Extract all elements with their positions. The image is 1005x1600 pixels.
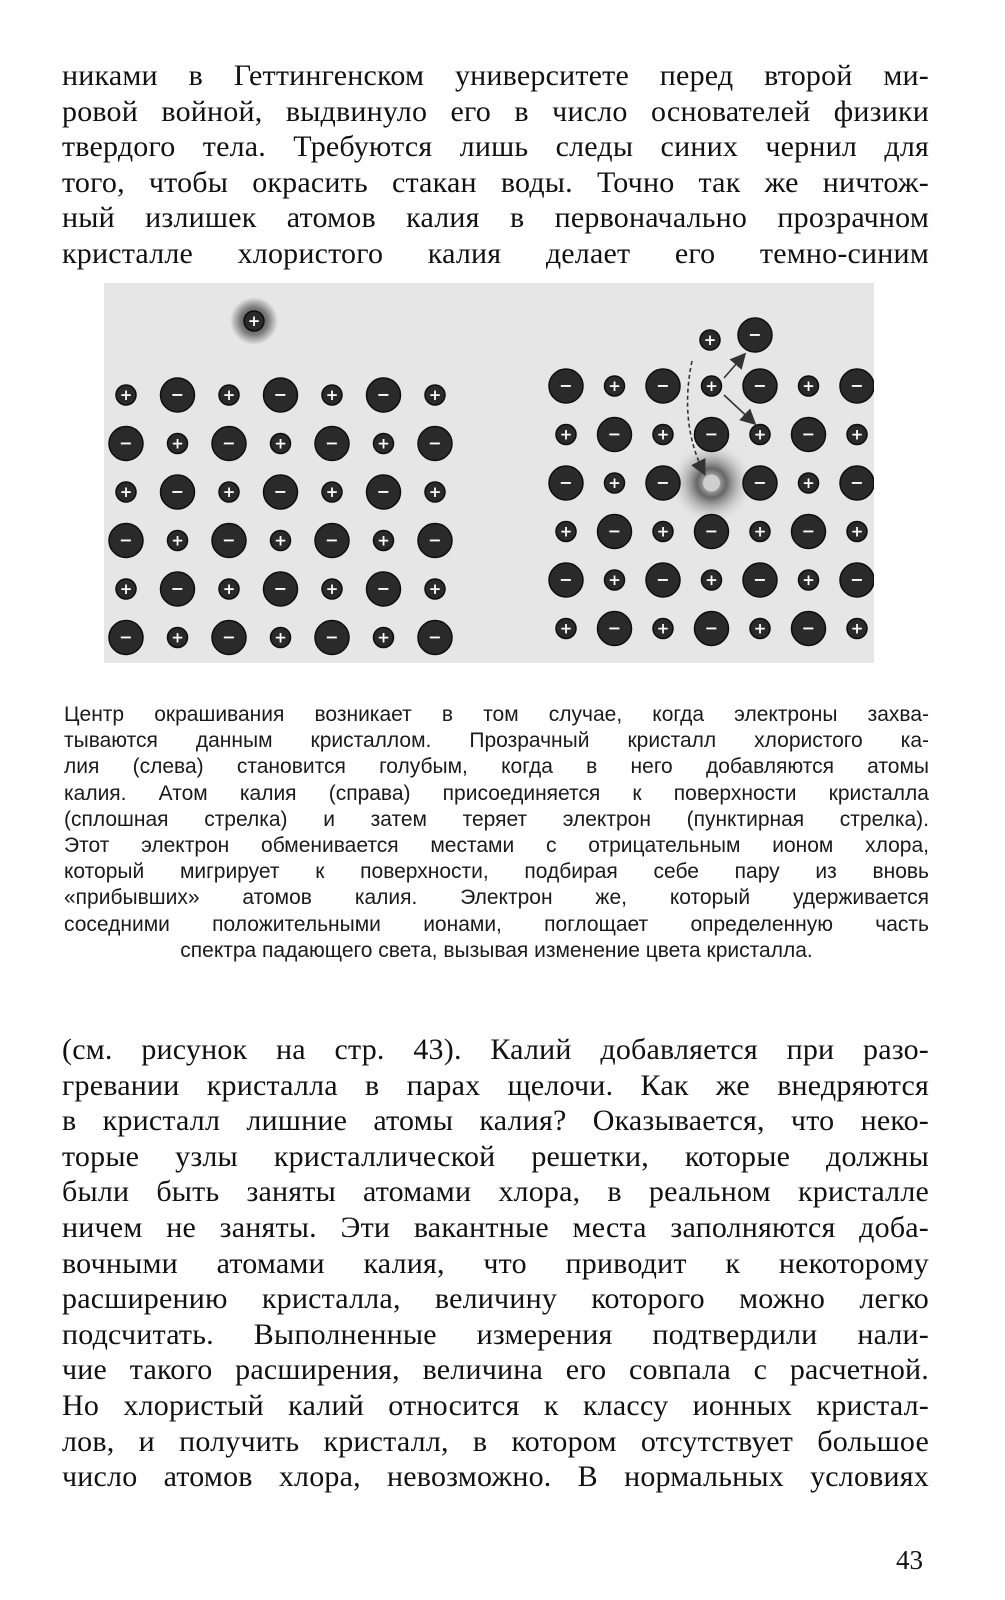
- chlorine-ion: [367, 378, 401, 412]
- potassium-ion: [168, 531, 188, 551]
- chlorine-ion: [840, 563, 874, 597]
- minus-sign-icon: −: [170, 579, 185, 598]
- potassium-ion: [605, 570, 625, 590]
- potassium-ion: [425, 385, 445, 405]
- chlorine-ion: [646, 369, 680, 403]
- plus-sign-icon: +: [428, 483, 442, 501]
- plus-sign-icon: +: [119, 580, 133, 598]
- plus-sign-icon: +: [705, 377, 718, 395]
- minus-sign-icon: −: [753, 570, 767, 589]
- potassium-ion: [556, 619, 576, 639]
- solid-arrow-icon: [724, 355, 744, 378]
- minus-sign-icon: −: [607, 424, 622, 444]
- figure-caption: [64, 702, 929, 964]
- minus-sign-icon: −: [222, 530, 236, 550]
- caption-line: лия (слева) становится голубым, когда в него добавляются атомы: [64, 755, 929, 779]
- caption-line: соседними положительными ионами, поглощает определенную часть: [64, 912, 929, 936]
- crystal-lattice-figure: [104, 283, 874, 663]
- minus-sign-icon: −: [559, 570, 573, 589]
- potassium-ion: [219, 579, 239, 599]
- text-line: расширению кристалла, величину которого можно легко: [62, 1282, 929, 1316]
- minus-sign-icon: −: [656, 376, 670, 395]
- text-line: были быть заняты атомами хлора, в реальном кристалле: [62, 1175, 929, 1209]
- text-line: вочными атомами калия, что приводит к некоторому: [62, 1246, 929, 1280]
- potassium-ion: [425, 482, 445, 502]
- minus-sign-icon: −: [801, 424, 816, 444]
- text-line: ный излишек атомов калия в первоначально прозрачном: [62, 201, 929, 235]
- plus-sign-icon: +: [247, 312, 261, 330]
- minus-sign-icon: −: [753, 376, 767, 395]
- chlorine-ion: [418, 427, 452, 461]
- chlorine-ion: [695, 612, 729, 646]
- plus-sign-icon: +: [802, 377, 815, 395]
- plus-sign-icon: +: [753, 425, 767, 444]
- chlorine-ion: [161, 572, 195, 606]
- minus-sign-icon: −: [119, 627, 133, 647]
- plus-sign-icon: +: [656, 619, 670, 638]
- text-line: чие такого расширения, величина его совпала с расчетной.: [62, 1353, 929, 1387]
- text-line: твердого тела. Требуются лишь следы синих чернил для: [62, 130, 929, 164]
- chlorine-ion: [646, 563, 680, 597]
- potassium-ion: [168, 628, 188, 648]
- migrated-chlorine-ion: [738, 318, 772, 352]
- potassium-ion: [847, 619, 867, 639]
- plus-sign-icon: +: [753, 522, 767, 541]
- chlorine-ion: [598, 418, 632, 452]
- minus-sign-icon: −: [170, 385, 185, 404]
- minus-sign-icon: −: [559, 473, 573, 492]
- minus-sign-icon: −: [325, 530, 339, 550]
- chlorine-ion: [792, 418, 826, 452]
- chlorine-ion: [161, 475, 195, 509]
- potassium-ion: [750, 425, 770, 445]
- potassium-ion: [322, 482, 342, 502]
- page-number: 43: [896, 1545, 923, 1575]
- minus-sign-icon: −: [119, 433, 133, 453]
- potassium-ion: [847, 425, 867, 445]
- potassium-ion: [116, 385, 136, 405]
- plus-sign-icon: +: [559, 522, 573, 541]
- chlorine-ion: [418, 524, 452, 558]
- minus-sign-icon: −: [607, 618, 622, 638]
- chlorine-ion: [598, 515, 632, 549]
- chlorine-ion: [264, 475, 298, 509]
- chlorine-ion: [840, 369, 874, 403]
- potassium-ion: [374, 531, 394, 551]
- minus-sign-icon: −: [801, 521, 816, 541]
- chlorine-ion: [549, 563, 583, 597]
- minus-sign-icon: −: [428, 627, 442, 647]
- chlorine-ion: [549, 369, 583, 403]
- caption-line: тываются данным кристаллом. Прозрачный кристалл хлористого ка-: [64, 729, 929, 753]
- text-line: подсчитать. Выполненные измерения подтвердили нали-: [62, 1317, 929, 1351]
- chlorine-ion: [161, 378, 195, 412]
- potassium-ion: [271, 531, 291, 551]
- minus-sign-icon: −: [273, 579, 288, 598]
- bottom-paragraph: [62, 1032, 929, 1495]
- plus-sign-icon: +: [705, 571, 718, 589]
- plus-sign-icon: +: [428, 386, 442, 404]
- potassium-ion: [116, 579, 136, 599]
- plus-sign-icon: +: [325, 483, 339, 501]
- plus-sign-icon: +: [428, 580, 442, 598]
- potassium-ion: [605, 473, 625, 493]
- chlorine-ion: [418, 621, 452, 655]
- text-line: ничем не заняты. Эти вакантные места заполняются доба-: [62, 1210, 929, 1244]
- potassium-ion: [702, 376, 722, 396]
- potassium-ion: [374, 434, 394, 454]
- trapped-electron: [703, 474, 721, 492]
- plus-sign-icon: +: [119, 386, 133, 404]
- chlorine-ion: [109, 427, 143, 461]
- caption-line: Этот электрон обменивается местами с отрицательным ионом хлора,: [64, 834, 929, 858]
- potassium-ion: [219, 482, 239, 502]
- plus-sign-icon: +: [377, 434, 390, 453]
- plus-sign-icon: +: [850, 425, 864, 444]
- plus-sign-icon: +: [559, 619, 573, 638]
- chlorine-ion: [212, 427, 246, 461]
- plus-sign-icon: +: [850, 619, 864, 638]
- minus-sign-icon: −: [273, 385, 288, 404]
- potassium-ion: [556, 425, 576, 445]
- chlorine-ion: [367, 475, 401, 509]
- plus-sign-icon: +: [325, 386, 339, 404]
- plus-sign-icon: +: [274, 434, 287, 453]
- chlorine-ion: [695, 515, 729, 549]
- chlorine-ion: [695, 418, 729, 452]
- chlorine-ion: [315, 524, 349, 558]
- potassium-ion: [653, 425, 673, 445]
- caption-line: «прибывших» атомов калия. Электрон же, который удерживается: [64, 886, 929, 910]
- plus-sign-icon: +: [656, 425, 670, 444]
- potassium-ion: [653, 522, 673, 542]
- chlorine-ion: [646, 466, 680, 500]
- potassium-ion: [605, 376, 625, 396]
- potassium-ion: [322, 579, 342, 599]
- text-line: никами в Геттингенском университете перед второй ми-: [62, 59, 929, 92]
- plus-sign-icon: +: [753, 619, 767, 638]
- left-crystal-lattice: [109, 378, 452, 655]
- minus-sign-icon: −: [325, 627, 339, 647]
- plus-sign-icon: +: [850, 522, 864, 541]
- potassium-ion: [799, 473, 819, 493]
- chlorine-ion: [367, 572, 401, 606]
- text-line: в кристалл лишние атомы калия? Оказывается, что неко-: [62, 1104, 929, 1138]
- surface-potassium-atom: [700, 330, 720, 350]
- text-line: (см. рисунок на стр. 43). Калий добавляется при разо-: [62, 1033, 929, 1066]
- minus-sign-icon: −: [704, 521, 719, 541]
- plus-sign-icon: +: [608, 377, 621, 395]
- minus-sign-icon: −: [428, 433, 442, 453]
- minus-sign-icon: −: [748, 325, 762, 344]
- minus-sign-icon: −: [656, 473, 670, 492]
- chlorine-ion: [109, 524, 143, 558]
- potassium-ion: [799, 376, 819, 396]
- text-line: торые узлы кристаллической решетки, которые должны: [62, 1139, 929, 1173]
- plus-sign-icon: +: [703, 331, 717, 349]
- chlorine-ion: [840, 466, 874, 500]
- minus-sign-icon: −: [376, 579, 391, 598]
- chlorine-ion: [264, 378, 298, 412]
- minus-sign-icon: −: [119, 530, 133, 550]
- minus-sign-icon: −: [170, 482, 185, 501]
- minus-sign-icon: −: [376, 385, 391, 404]
- potassium-ion: [322, 385, 342, 405]
- minus-sign-icon: −: [801, 618, 816, 638]
- caption-line: Центр окрашивания возникает в том случае, когда электроны захва-: [64, 703, 929, 726]
- potassium-ion: [374, 628, 394, 648]
- minus-sign-icon: −: [376, 482, 391, 501]
- chlorine-ion: [743, 466, 777, 500]
- text-line: гревании кристалла в парах щелочи. Как же внедряются: [62, 1068, 929, 1102]
- chlorine-ion: [743, 563, 777, 597]
- plus-sign-icon: +: [274, 531, 287, 550]
- chlorine-ion: [792, 612, 826, 646]
- potassium-ion: [702, 570, 722, 590]
- potassium-ion: [271, 434, 291, 454]
- minus-sign-icon: −: [325, 433, 339, 453]
- potassium-ion: [556, 522, 576, 542]
- text-line: лов, и получить кристалл, в котором отсутствует большое: [62, 1424, 929, 1458]
- plus-sign-icon: +: [171, 531, 184, 550]
- minus-sign-icon: −: [607, 521, 622, 541]
- text-line: того, чтобы окрасить стакан воды. Точно так же ничтож-: [62, 165, 929, 199]
- chlorine-ion: [598, 612, 632, 646]
- chlorine-ion: [315, 427, 349, 461]
- plus-sign-icon: +: [608, 571, 621, 589]
- plus-sign-icon: +: [222, 483, 236, 501]
- chlorine-ion: [264, 572, 298, 606]
- minus-sign-icon: −: [222, 627, 236, 647]
- caption-line: спектра падающего света, вызывая изменение цвета кристалла.: [180, 938, 813, 962]
- potassium-ion: [271, 628, 291, 648]
- free-potassium-atom: [244, 311, 264, 331]
- potassium-ion: [750, 619, 770, 639]
- minus-sign-icon: −: [850, 473, 864, 492]
- chlorine-ion: [212, 524, 246, 558]
- right-crystal-lattice: [549, 369, 874, 646]
- potassium-ion: [219, 385, 239, 405]
- minus-sign-icon: −: [559, 376, 573, 395]
- chlorine-ion: [212, 621, 246, 655]
- chlorine-ion: [549, 466, 583, 500]
- potassium-ion: [847, 522, 867, 542]
- plus-sign-icon: +: [656, 522, 670, 541]
- minus-sign-icon: −: [273, 482, 288, 501]
- potassium-ion: [168, 434, 188, 454]
- chlorine-ion: [315, 621, 349, 655]
- caption-line: который мигрирует к поверхности, подбирая себе пару из вновь: [64, 860, 929, 884]
- plus-sign-icon: +: [274, 628, 287, 647]
- top-paragraph: [62, 58, 929, 272]
- minus-sign-icon: −: [753, 473, 767, 492]
- plus-sign-icon: +: [802, 474, 815, 492]
- chlorine-ion: [743, 369, 777, 403]
- minus-sign-icon: −: [850, 570, 864, 589]
- minus-sign-icon: −: [656, 570, 670, 589]
- plus-sign-icon: +: [377, 531, 390, 550]
- text-line: Но хлористый калий относится к классу ионных кристал-: [62, 1388, 929, 1422]
- potassium-ion: [750, 522, 770, 542]
- lattice-illustration: [104, 283, 874, 663]
- text-line: число атомов хлора, невозможно. В нормальных условиях: [62, 1460, 929, 1494]
- plus-sign-icon: +: [608, 474, 621, 492]
- plus-sign-icon: +: [171, 434, 184, 453]
- plus-sign-icon: +: [171, 628, 184, 647]
- potassium-ion: [799, 570, 819, 590]
- plus-sign-icon: +: [559, 425, 573, 444]
- text-line: ровой войной, выдвинуло его в число основателей физики: [62, 94, 929, 128]
- minus-sign-icon: −: [850, 376, 864, 395]
- caption-line: калия. Атом калия (справа) присоединяется к поверхности кристалла: [64, 781, 929, 805]
- chlorine-ion: [792, 515, 826, 549]
- plus-sign-icon: +: [802, 571, 815, 589]
- minus-sign-icon: −: [222, 433, 236, 453]
- minus-sign-icon: −: [428, 530, 442, 550]
- plus-sign-icon: +: [325, 580, 339, 598]
- potassium-ion: [653, 619, 673, 639]
- potassium-ion: [425, 579, 445, 599]
- plus-sign-icon: +: [222, 386, 236, 404]
- caption-line: (сплошная стрелка) и затем теряет электрон (пунктирная стрелка).: [64, 807, 929, 831]
- plus-sign-icon: +: [119, 483, 133, 501]
- potassium-ion: [116, 482, 136, 502]
- minus-sign-icon: −: [704, 618, 719, 638]
- plus-sign-icon: +: [222, 580, 236, 598]
- minus-sign-icon: −: [704, 424, 719, 444]
- chlorine-ion: [109, 621, 143, 655]
- plus-sign-icon: +: [377, 628, 390, 647]
- text-line: кристалле хлористого калия делает его темно-синим: [62, 236, 929, 270]
